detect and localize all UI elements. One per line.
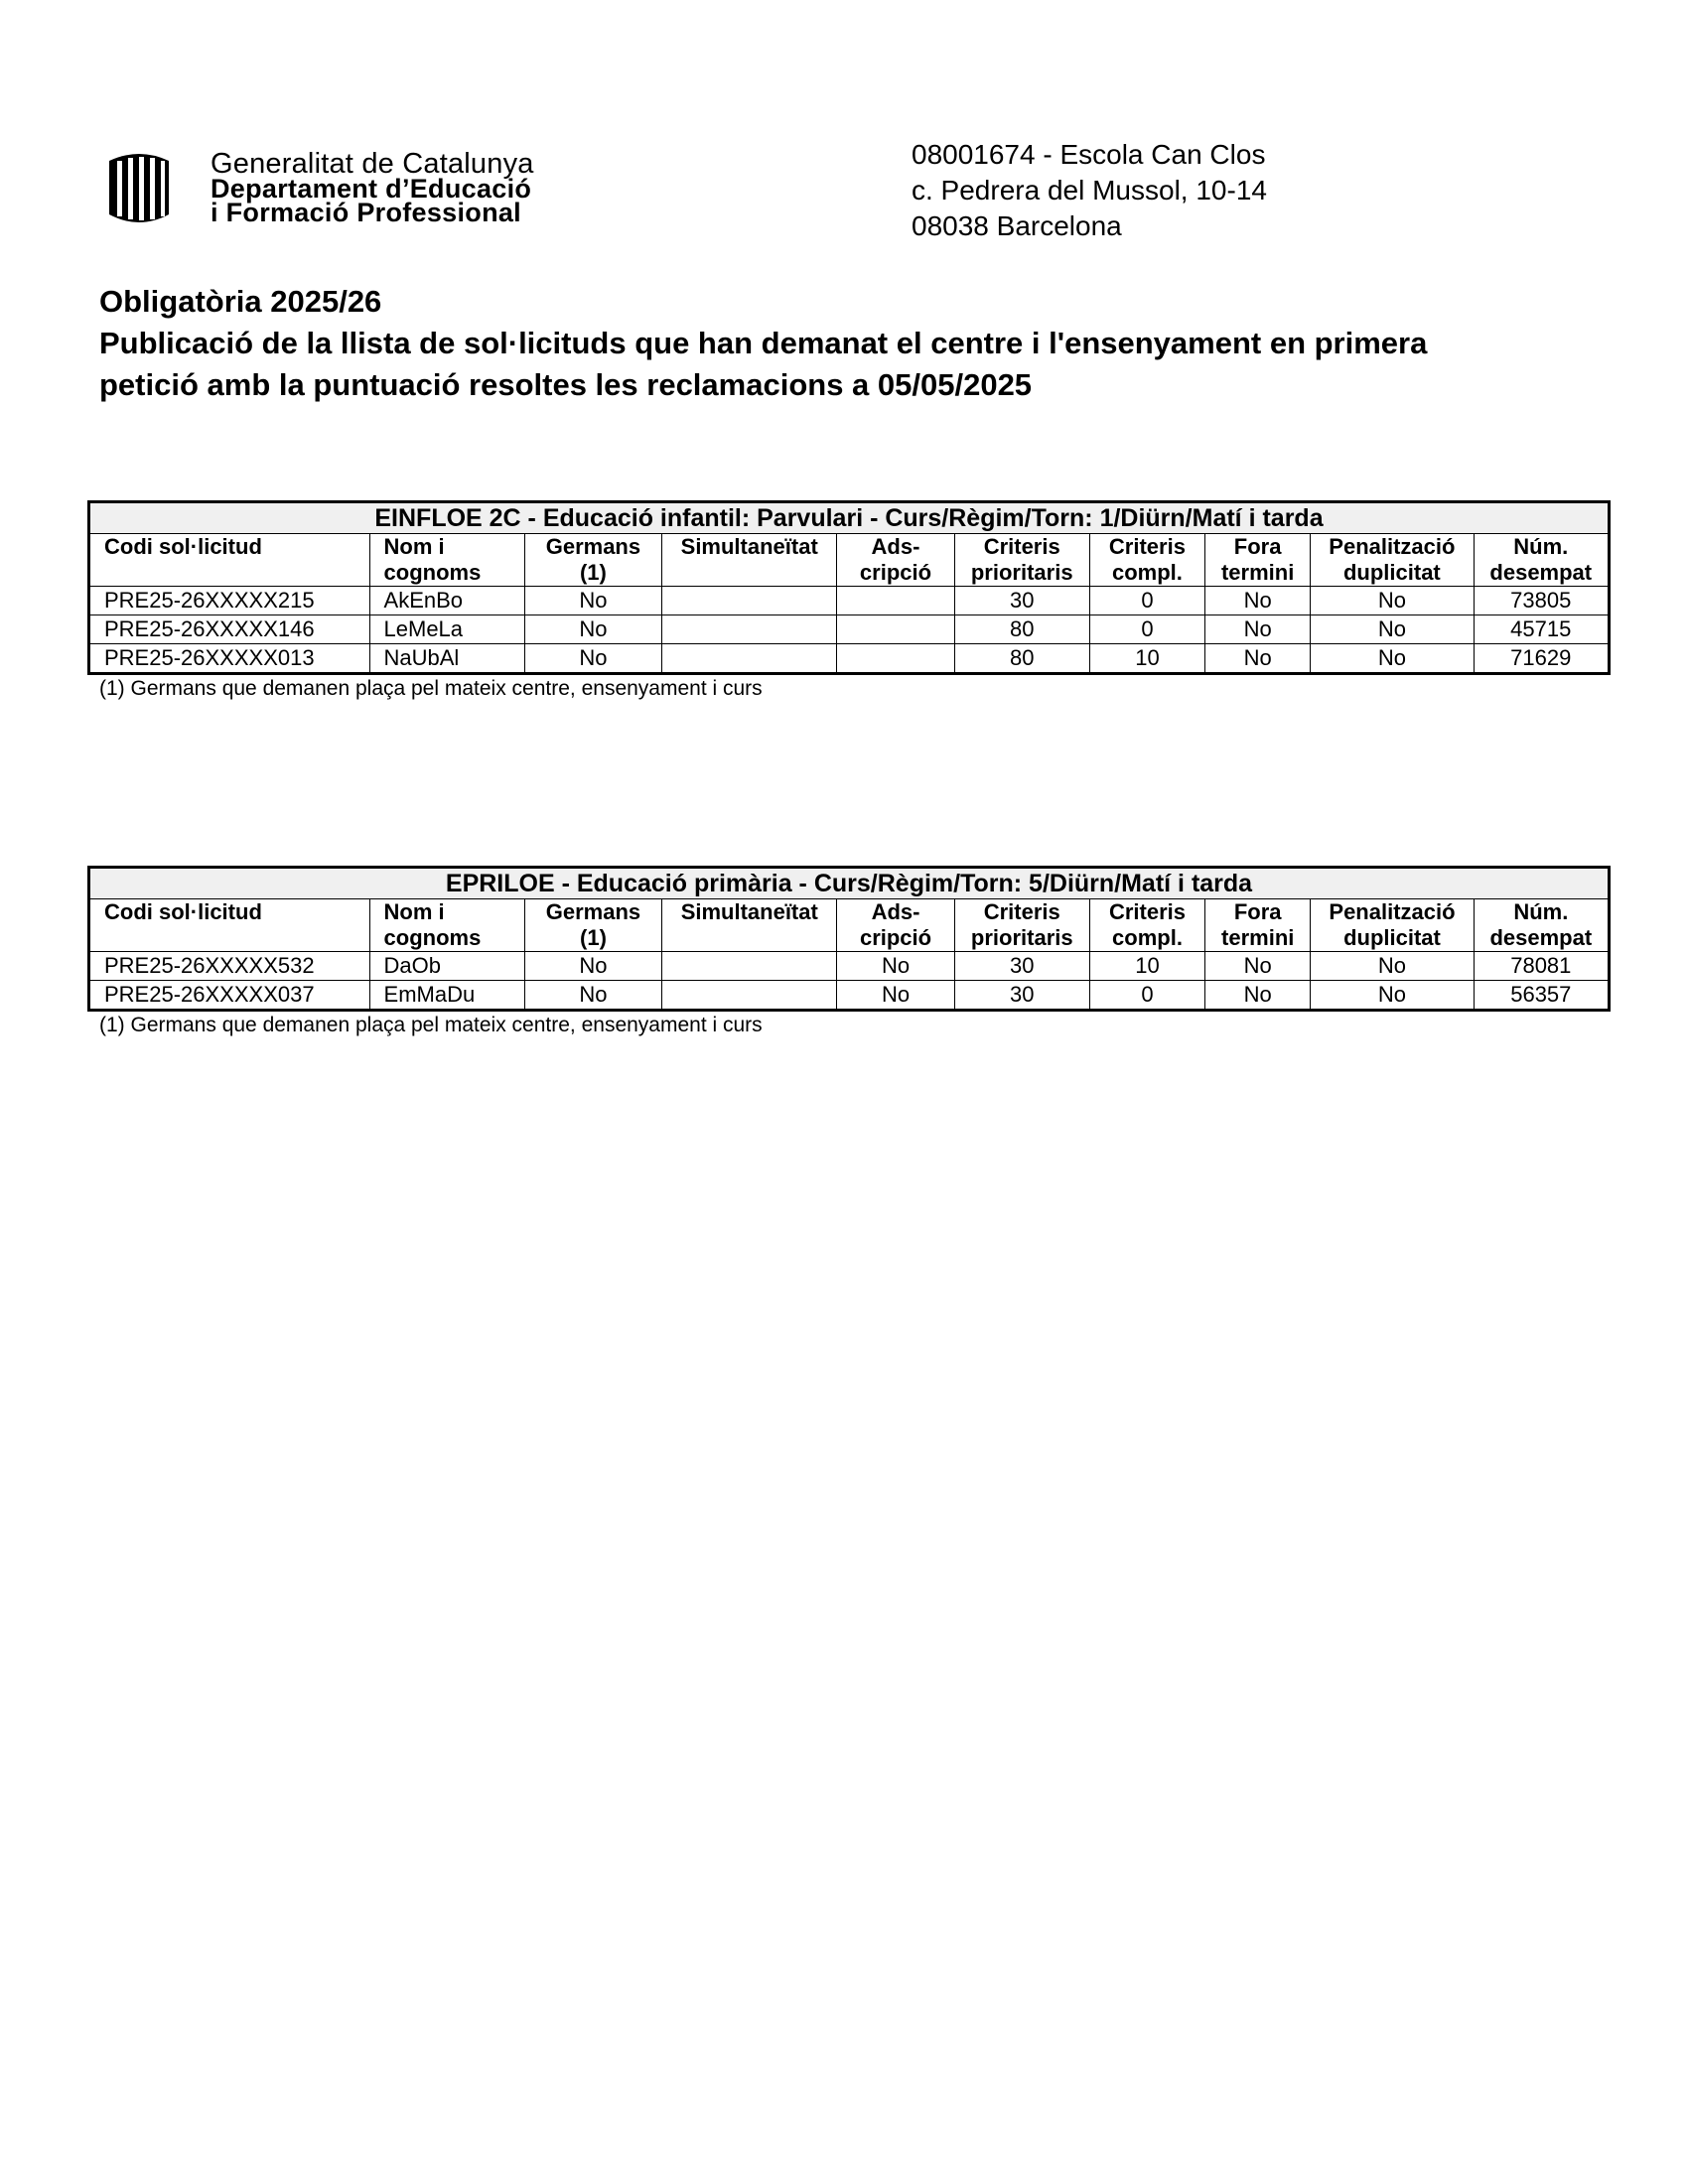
cell-compl: 0 xyxy=(1089,587,1204,615)
cell-simultaneitat xyxy=(662,615,837,644)
title-line-2: petició amb la puntuació resoltes les reclamacions a 05/05/2025 xyxy=(99,367,1033,402)
cell-nom: NaUbAl xyxy=(369,644,524,674)
cell-nom: DaOb xyxy=(369,952,524,981)
col-header-compl: Criteris compl. xyxy=(1089,899,1204,952)
col-header-desempat: Núm. desempat xyxy=(1474,899,1609,952)
cell-compl: 10 xyxy=(1089,644,1204,674)
cell-desempat: 45715 xyxy=(1474,615,1609,644)
col-header-adscripcio: Ads- cripció xyxy=(837,534,954,587)
cell-penalitzacio: No xyxy=(1311,587,1474,615)
table-row xyxy=(89,644,1610,674)
cell-nom: LeMeLa xyxy=(369,615,524,644)
col-header-fora-termini: Fora termini xyxy=(1205,534,1311,587)
cell-codi: PRE25-26XXXXX037 xyxy=(89,981,370,1011)
cell-compl: 10 xyxy=(1089,952,1204,981)
cell-prioritaris: 30 xyxy=(954,587,1089,615)
cell-adscripcio xyxy=(837,615,954,644)
col-header-nom: Nom i cognoms xyxy=(369,534,524,587)
cell-prioritaris: 80 xyxy=(954,615,1089,644)
col-header-compl: Criteris compl. xyxy=(1089,534,1204,587)
cell-compl: 0 xyxy=(1089,981,1204,1011)
col-header-germans: Germans (1) xyxy=(524,899,661,952)
cell-germans: No xyxy=(524,952,661,981)
table-footnote: (1) Germans que demanen plaça pel mateix centre, ensenyament i curs xyxy=(99,677,763,700)
applications-table-primaria xyxy=(87,866,1611,1038)
cell-simultaneitat xyxy=(662,981,837,1011)
table-row xyxy=(89,981,1610,1011)
col-header-codi: Codi sol·licitud xyxy=(89,899,370,952)
title-line-1: Publicació de la llista de sol·licituds que han demanat el centre i l'ensenyament en primera xyxy=(99,326,1428,360)
table-row xyxy=(89,952,1610,981)
cell-fora-termini: No xyxy=(1205,952,1311,981)
cell-desempat: 71629 xyxy=(1474,644,1609,674)
logo-text-formacio: i Formació Professional xyxy=(211,198,521,227)
generalitat-logo xyxy=(103,148,639,228)
col-header-fora-termini: Fora termini xyxy=(1205,899,1311,952)
cell-simultaneitat xyxy=(662,952,837,981)
school-city: 08038 Barcelona xyxy=(912,210,1122,241)
cell-penalitzacio: No xyxy=(1311,615,1474,644)
col-header-penalitzacio: Penalització duplicitat xyxy=(1311,899,1474,952)
table-row xyxy=(89,587,1610,615)
col-header-adscripcio: Ads- cripció xyxy=(837,899,954,952)
col-header-desempat: Núm. desempat xyxy=(1474,534,1609,587)
col-header-prioritaris: Criteris prioritaris xyxy=(954,534,1089,587)
cell-germans: No xyxy=(524,587,661,615)
cell-adscripcio xyxy=(837,587,954,615)
school-address xyxy=(912,137,1267,244)
applications-table-infantil xyxy=(87,500,1611,702)
cell-penalitzacio: No xyxy=(1311,644,1474,674)
cell-fora-termini: No xyxy=(1205,981,1311,1011)
table-footnote: (1) Germans que demanen plaça pel mateix centre, ensenyament i curs xyxy=(99,1014,763,1036)
logo-text-generalitat: Generalitat de Catalunya xyxy=(211,148,534,180)
cell-codi: PRE25-26XXXXX013 xyxy=(89,644,370,674)
logo-text-department: Departament d’Educació xyxy=(211,174,532,204)
school-code-name: 08001674 - Escola Can Clos xyxy=(912,139,1266,170)
col-header-penalitzacio: Penalització duplicitat xyxy=(1311,534,1474,587)
cell-germans: No xyxy=(524,615,661,644)
col-header-prioritaris: Criteris prioritaris xyxy=(954,899,1089,952)
cell-penalitzacio: No xyxy=(1311,981,1474,1011)
school-street: c. Pedrera del Mussol, 10-14 xyxy=(912,175,1267,205)
cell-compl: 0 xyxy=(1089,615,1204,644)
cell-desempat: 73805 xyxy=(1474,587,1609,615)
col-header-germans: Germans (1) xyxy=(524,534,661,587)
cell-fora-termini: No xyxy=(1205,615,1311,644)
cell-prioritaris: 30 xyxy=(954,952,1089,981)
cell-germans: No xyxy=(524,981,661,1011)
cell-desempat: 56357 xyxy=(1474,981,1609,1011)
cell-prioritaris: 30 xyxy=(954,981,1089,1011)
cell-codi: PRE25-26XXXXX146 xyxy=(89,615,370,644)
cell-adscripcio: No xyxy=(837,981,954,1011)
cell-codi: PRE25-26XXXXX215 xyxy=(89,587,370,615)
cell-nom: EmMaDu xyxy=(369,981,524,1011)
table-caption: EINFLOE 2C - Educació infantil: Parvulari - Curs/Règim/Torn: 1/Diürn/Matí i tarda xyxy=(89,502,1610,534)
cell-codi: PRE25-26XXXXX532 xyxy=(89,952,370,981)
col-header-codi: Codi sol·licitud xyxy=(89,534,370,587)
cell-prioritaris: 80 xyxy=(954,644,1089,674)
cell-germans: No xyxy=(524,644,661,674)
cell-adscripcio: No xyxy=(837,952,954,981)
document-title xyxy=(99,281,1628,406)
cell-desempat: 78081 xyxy=(1474,952,1609,981)
col-header-simultaneitat: Simultaneïtat xyxy=(662,534,837,587)
title-year: Obligatòria 2025/26 xyxy=(99,284,382,319)
col-header-simultaneitat: Simultaneïtat xyxy=(662,899,837,952)
table-row xyxy=(89,615,1610,644)
cell-nom: AkEnBo xyxy=(369,587,524,615)
col-header-nom: Nom i cognoms xyxy=(369,899,524,952)
cell-simultaneitat xyxy=(662,587,837,615)
generalitat-emblem-icon xyxy=(103,151,175,226)
cell-penalitzacio: No xyxy=(1311,952,1474,981)
table-caption: EPRILOE - Educació primària - Curs/Règim/Torn: 5/Diürn/Matí i tarda xyxy=(89,868,1610,899)
cell-simultaneitat xyxy=(662,644,837,674)
cell-fora-termini: No xyxy=(1205,587,1311,615)
cell-fora-termini: No xyxy=(1205,644,1311,674)
cell-adscripcio xyxy=(837,644,954,674)
